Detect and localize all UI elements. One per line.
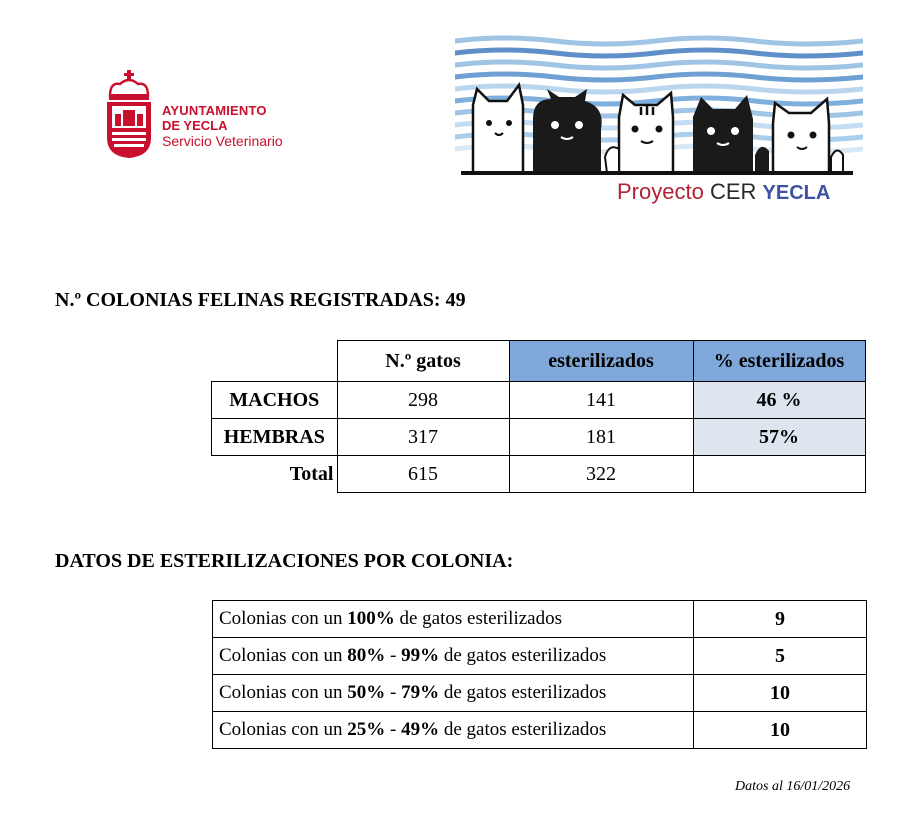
table-row bbox=[212, 419, 866, 456]
cell-esterilizados: 141 bbox=[509, 382, 693, 419]
logo-line-3: Servicio Veterinario bbox=[162, 133, 283, 149]
cell-gatos: 298 bbox=[337, 382, 509, 419]
banner-title bbox=[617, 179, 830, 205]
table-row bbox=[213, 675, 867, 712]
row-label-total: Total bbox=[289, 462, 334, 485]
header-esterilizados: esterilizados bbox=[509, 341, 693, 382]
colony-count: 10 bbox=[694, 675, 867, 712]
row-label-hembras: HEMBRAS bbox=[212, 419, 338, 456]
colonies-heading: N.º COLONIAS FELINAS REGISTRADAS: 49 bbox=[55, 289, 466, 311]
logo-line-2: DE YECLA bbox=[162, 118, 228, 133]
proyecto-cer-banner bbox=[455, 33, 863, 207]
row-label-machos: MACHOS bbox=[212, 382, 338, 419]
header-pct-esterilizados: % esterilizados bbox=[693, 341, 865, 382]
sterilization-heading: DATOS DE ESTERILIZACIONES POR COLONIA: bbox=[55, 550, 514, 572]
colony-count: 5 bbox=[694, 638, 867, 675]
table-row bbox=[213, 601, 867, 638]
cats-summary-table bbox=[211, 340, 866, 493]
colony-range-description: Colonias con un 25% - 49% de gatos esterilizados bbox=[213, 712, 694, 749]
table-header-row bbox=[212, 341, 866, 382]
header-num-gatos: N.º gatos bbox=[337, 341, 509, 382]
colony-range-description: Colonias con un 50% - 79% de gatos esterilizados bbox=[213, 675, 694, 712]
cell-pct: 57% bbox=[693, 419, 865, 456]
banner-title-yecla: YECLA bbox=[762, 182, 831, 204]
coat-of-arms-icon bbox=[104, 70, 154, 162]
cell-gatos: 317 bbox=[337, 419, 509, 456]
colony-count: 9 bbox=[694, 601, 867, 638]
cell-total-esterilizados: 322 bbox=[509, 456, 693, 493]
table-total-row bbox=[212, 456, 866, 493]
cats-illustration bbox=[455, 33, 863, 179]
colony-count: 10 bbox=[694, 712, 867, 749]
cell-esterilizados: 181 bbox=[509, 419, 693, 456]
table-row bbox=[213, 638, 867, 675]
data-date-footnote: Datos al 16/01/2026 bbox=[735, 779, 851, 794]
colony-range-description: Colonias con un 80% - 99% de gatos esterilizados bbox=[213, 638, 694, 675]
colony-range-description: Colonias con un 100% de gatos esterilizados bbox=[213, 601, 694, 638]
empty-corner-cell bbox=[212, 341, 338, 382]
ayuntamiento-logo bbox=[104, 70, 304, 162]
logo-line-1: AYUNTAMIENTO bbox=[162, 103, 267, 118]
table-row bbox=[213, 712, 867, 749]
banner-title-cer: CER bbox=[709, 179, 757, 204]
colony-sterilization-table bbox=[212, 600, 867, 749]
cell-pct: 46 % bbox=[693, 382, 865, 419]
cell-total-pct bbox=[693, 456, 865, 493]
cell-total-gatos: 615 bbox=[337, 456, 509, 493]
banner-title-proyecto: Proyecto bbox=[617, 179, 704, 204]
table-row bbox=[212, 382, 866, 419]
